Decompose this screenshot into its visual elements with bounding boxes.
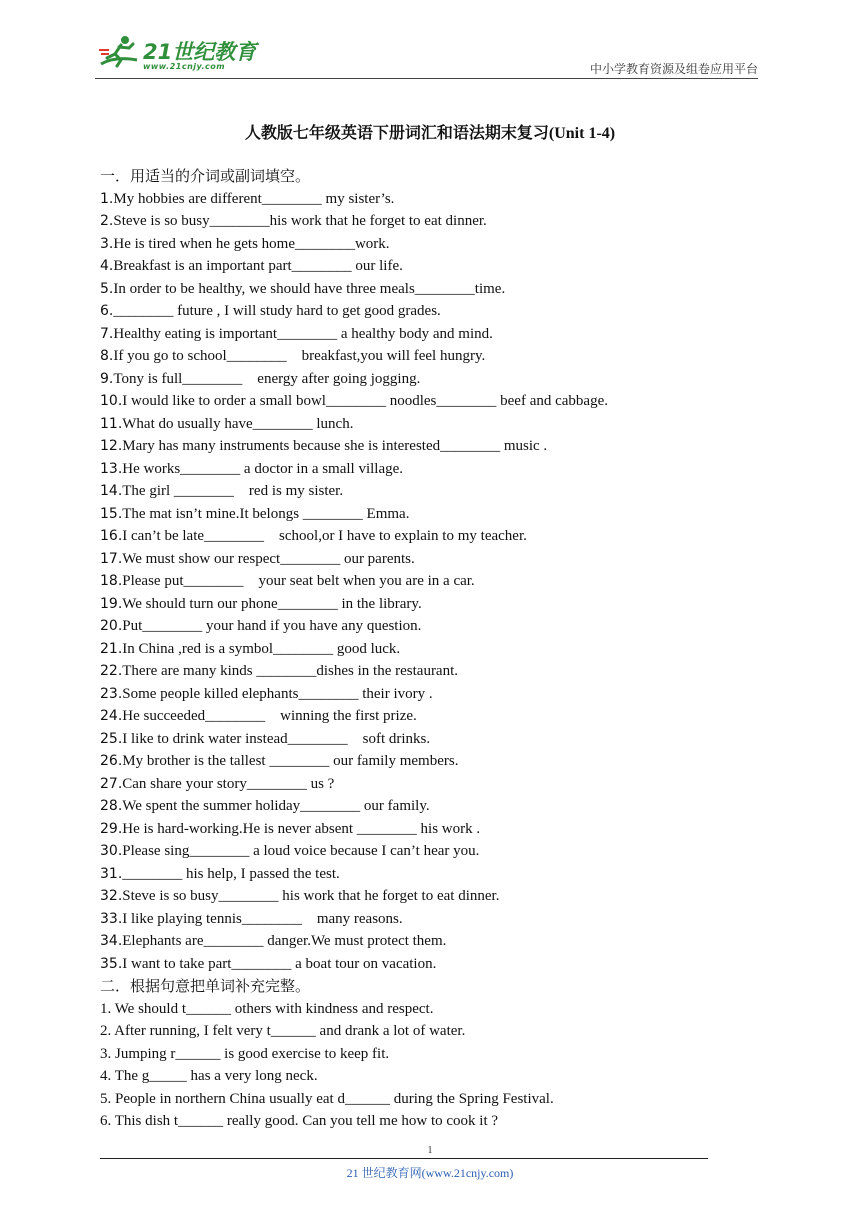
question-item bbox=[100, 953, 780, 976]
question-text: I like to drink water instead________ soft drinks. bbox=[122, 730, 431, 747]
question-item bbox=[100, 930, 780, 953]
question-item bbox=[100, 548, 780, 571]
logo-url: www.21cnjy.com bbox=[143, 62, 226, 71]
question-item bbox=[100, 503, 780, 526]
question-text: What do usually have________ lunch. bbox=[122, 415, 354, 432]
question-number: 7. bbox=[100, 325, 114, 342]
question-text: If you go to school________ breakfast,you will feel hungry. bbox=[113, 348, 486, 364]
question-text: The girl ________ red is my sister. bbox=[122, 483, 344, 499]
question-item: 3. Jumping r______ is good exercise to keep fit. bbox=[100, 1045, 390, 1062]
question-text: Healthy eating is important________ a healthy body and mind. bbox=[113, 325, 493, 342]
question-number: 21. bbox=[100, 640, 123, 657]
question-text: Steve is so busy________his work that he forget to eat dinner. bbox=[113, 213, 487, 229]
logo-text: 21世纪教育 bbox=[143, 40, 257, 64]
question-number: 2. bbox=[100, 213, 114, 229]
question-text: The mat isn’t mine.It belongs ________ Emma. bbox=[122, 505, 410, 522]
question-item bbox=[100, 390, 780, 413]
footer-divider bbox=[100, 1158, 708, 1159]
question-text: My hobbies are different________ my sister’s. bbox=[113, 190, 395, 207]
question-number: 1. bbox=[100, 190, 114, 207]
question-item bbox=[100, 615, 780, 638]
question-text: Can share your story________ us ? bbox=[122, 775, 335, 792]
question-number: 32. bbox=[100, 888, 123, 904]
footer-source: 21 世纪教育网(www.21cnjy.com) bbox=[346, 1166, 514, 1180]
question-text: My brother is the tallest ________ our family members. bbox=[122, 753, 459, 769]
question-item bbox=[100, 300, 780, 323]
question-text: Steve is so busy________ his work that he forget to eat dinner. bbox=[122, 888, 500, 904]
question-item bbox=[100, 818, 780, 841]
question-item bbox=[100, 795, 780, 818]
question-number: 26. bbox=[100, 753, 123, 769]
question-text: He is tired when he gets home________work. bbox=[113, 235, 390, 252]
question-text: Breakfast is an important part________ our life. bbox=[113, 258, 403, 274]
question-item bbox=[100, 188, 780, 211]
runner-logo-icon bbox=[97, 34, 141, 70]
question-number: 17. bbox=[100, 550, 123, 567]
question-number: 24. bbox=[100, 708, 123, 724]
question-number: 30. bbox=[100, 843, 123, 859]
question-text: Some people killed elephants________ their ivory . bbox=[122, 685, 433, 702]
question-item bbox=[100, 525, 780, 548]
question-item bbox=[100, 278, 780, 301]
question-number: 12. bbox=[100, 438, 123, 454]
question-number: 31. bbox=[100, 865, 123, 882]
question-text: ________ future , I will study hard to get good grades. bbox=[113, 303, 441, 319]
question-item: 2. After running, I felt very t______ and drank a lot of water. bbox=[100, 1023, 466, 1039]
question-item bbox=[100, 750, 780, 773]
question-text: He works________ a doctor in a small village. bbox=[122, 460, 404, 477]
question-item bbox=[100, 458, 780, 481]
question-item bbox=[100, 435, 780, 458]
question-number: 11. bbox=[100, 415, 123, 432]
question-item bbox=[100, 705, 780, 728]
question-item bbox=[100, 413, 780, 436]
question-number: 28. bbox=[100, 798, 123, 814]
question-number: 5. bbox=[100, 280, 114, 297]
question-text: We should turn our phone________ in the library. bbox=[122, 595, 422, 612]
question-number: 13. bbox=[100, 460, 123, 477]
question-item: 4. The g_____ has a very long neck. bbox=[100, 1068, 318, 1084]
question-number: 20. bbox=[100, 618, 123, 634]
question-item bbox=[100, 480, 780, 503]
header-divider bbox=[95, 78, 758, 79]
question-text: Please sing________ a loud voice because I can’t hear you. bbox=[122, 843, 480, 859]
question-item: 5. People in northern China usually eat d______ during the Spring Festival. bbox=[100, 1090, 554, 1107]
question-item bbox=[100, 638, 780, 661]
page-number: 1 bbox=[427, 1145, 433, 1156]
question-number: 6. bbox=[100, 303, 114, 319]
question-number: 33. bbox=[100, 910, 123, 927]
platform-name: 中小学教育资源及组卷应用平台 bbox=[589, 62, 758, 76]
worksheet-content bbox=[100, 165, 780, 1133]
question-number: 4. bbox=[100, 258, 114, 274]
section-1-list bbox=[100, 188, 780, 976]
question-item bbox=[100, 840, 780, 863]
question-number: 25. bbox=[100, 730, 123, 747]
question-number: 29. bbox=[100, 820, 123, 837]
question-text: We spent the summer holiday________ our family. bbox=[122, 798, 430, 814]
question-number: 8. bbox=[100, 348, 114, 364]
question-text: Tony is full________ energy after going jogging. bbox=[113, 370, 421, 387]
page-header bbox=[95, 30, 758, 80]
question-number: 22. bbox=[100, 663, 123, 679]
question-item bbox=[100, 233, 780, 256]
question-item bbox=[100, 255, 780, 278]
question-text: Elephants are________ danger.We must protect them. bbox=[122, 933, 447, 949]
section-2-list bbox=[100, 998, 780, 1133]
question-item bbox=[100, 368, 780, 391]
question-text: In order to be healthy, we should have three meals________time. bbox=[113, 280, 506, 297]
question-text: ________ his help, I passed the test. bbox=[122, 865, 340, 882]
question-number: 35. bbox=[100, 955, 123, 972]
question-text: I want to take part________ a boat tour on vacation. bbox=[122, 955, 437, 972]
question-item bbox=[100, 863, 780, 886]
question-item bbox=[100, 660, 780, 683]
question-number: 16. bbox=[100, 528, 123, 544]
question-item bbox=[100, 210, 780, 233]
question-number: 14. bbox=[100, 483, 123, 499]
question-number: 3. bbox=[100, 235, 114, 252]
question-number: 19. bbox=[100, 595, 123, 612]
question-item bbox=[100, 683, 780, 706]
document-title: 人教版七年级英语下册词汇和语法期末复习(Unit 1-4) bbox=[244, 125, 616, 142]
question-number: 27. bbox=[100, 775, 123, 792]
question-text: He succeeded________ winning the first prize. bbox=[122, 708, 417, 724]
question-item bbox=[100, 593, 780, 616]
question-item bbox=[100, 773, 780, 796]
question-text: In China ,red is a symbol________ good luck. bbox=[122, 640, 401, 657]
question-text: I would like to order a small bowl________ noodles________ beef and cabbage. bbox=[122, 393, 608, 409]
question-item: 1. We should t______ others with kindness and respect. bbox=[100, 1000, 434, 1017]
question-text: Mary has many instruments because she is interested________ music . bbox=[122, 438, 548, 454]
question-number: 18. bbox=[100, 573, 123, 589]
question-item bbox=[100, 728, 780, 751]
section-1-heading: 一．用适当的介词或副词填空。 bbox=[100, 167, 311, 185]
question-text: We must show our respect________ our parents. bbox=[122, 550, 415, 567]
section-2-heading: 二．根据句意把单词补充完整。 bbox=[100, 977, 311, 995]
logo bbox=[95, 30, 265, 76]
question-number: 10. bbox=[100, 393, 123, 409]
question-item bbox=[100, 885, 780, 908]
question-item bbox=[100, 323, 780, 346]
question-text: There are many kinds ________dishes in the restaurant. bbox=[122, 663, 459, 679]
question-item: 6. This dish t______ really good. Can you tell me how to cook it ? bbox=[100, 1113, 499, 1129]
question-text: Put________ your hand if you have any question. bbox=[122, 618, 422, 634]
question-number: 34. bbox=[100, 933, 123, 949]
question-item bbox=[100, 908, 780, 931]
question-number: 15. bbox=[100, 505, 123, 522]
question-text: I like playing tennis________ many reasons. bbox=[122, 910, 403, 927]
question-number: 9. bbox=[100, 370, 114, 387]
question-item bbox=[100, 570, 780, 593]
question-text: I can’t be late________ school,or I have to explain to my teacher. bbox=[122, 528, 527, 544]
question-number: 23. bbox=[100, 685, 123, 702]
question-item bbox=[100, 345, 780, 368]
question-text: Please put________ your seat belt when you are in a car. bbox=[122, 573, 475, 589]
question-text: He is hard-working.He is never absent ________ his work . bbox=[122, 820, 481, 837]
